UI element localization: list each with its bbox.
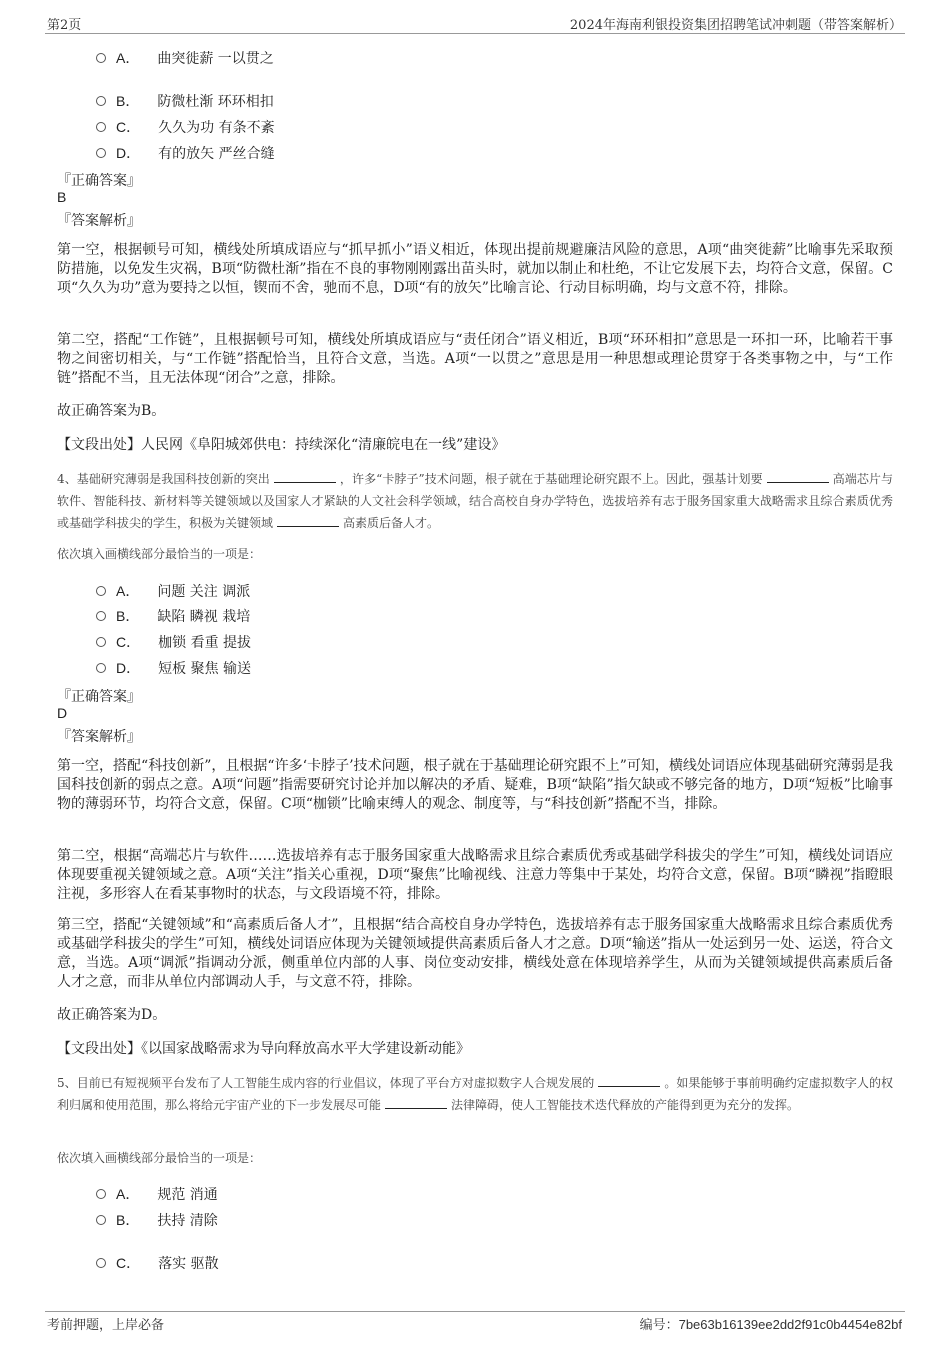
- question-stem: [57, 468, 893, 534]
- radio-icon[interactable]: [96, 663, 106, 673]
- option-text: 有的放矢 严丝合缝: [158, 146, 275, 162]
- fill-blank: [767, 471, 829, 483]
- option-letter: C．: [116, 634, 141, 650]
- option-text: 久久为功 有条不紊: [158, 120, 275, 136]
- option-letter: B．: [116, 1212, 140, 1228]
- q3-option-a[interactable]: [96, 48, 274, 68]
- stem-text: 5、目前已有短视频平台发布了人工智能生成内容的行业倡议，体现了平台方对虚拟数字人合规发展的: [57, 1076, 595, 1090]
- source-citation: 【文段出处】人民网《阜阳城郊供电：持续深化“清廉皖电在一线”建设》: [57, 437, 506, 453]
- option-letter: B．: [116, 93, 140, 109]
- source-citation: 【文段出处】《以国家战略需求为导向释放高水平大学建设新动能》: [57, 1041, 470, 1057]
- radio-icon[interactable]: [96, 1258, 106, 1268]
- option-text: 扶持 清除: [157, 1213, 218, 1229]
- q5-option-a[interactable]: [96, 1184, 218, 1204]
- analysis-paragraph: 第一空，根据顿号可知，横线处所填成语应与“抓早抓小”语义相近，体现出提前规避廉洁风险的意思，A项“曲突徙薪”比喻事先采取预防措施，以免发生灾祸，B项“防微杜渐”指在不良的事物刚刚露出苗头时，就加以制止和杜绝，不让它发展下去，均符合文意，保留。C项“久久为功”意为要持之以恒，锲而不舍，驰而不息，D项“有的放矢”比喻言论、行动目标明确，均与文意不符，排除。: [57, 242, 893, 296]
- q3-option-b[interactable]: [96, 91, 274, 111]
- correct-answer: B: [57, 189, 67, 205]
- analysis-paragraph: 第二空，根据“高端芯片与软件……选拔培养有志于服务国家重大战略需求且综合素质优秀或基础学科拔尖的学生”可知，横线处词语应体现要重视关键领域之意。A项“关注”指关心重视，D项“聚焦”比喻视线、注意力等集中于某处，均符合文意，保留。B项“瞵视”指瞪眼注视，多形容人在看某事物时的状态，与文段语境不符，排除。: [57, 848, 893, 902]
- radio-icon[interactable]: [96, 637, 106, 647]
- option-letter: A．: [116, 50, 140, 66]
- footer-divider: [45, 1311, 905, 1312]
- radio-icon[interactable]: [96, 96, 106, 106]
- correct-answer: D: [57, 705, 68, 721]
- document-title: 2024年海南利银投资集团招聘笔试冲刺题（带答案解析）: [569, 18, 902, 33]
- answer-label: 『正确答案』: [57, 173, 141, 189]
- q4-option-d[interactable]: [96, 658, 251, 678]
- stem-text: ，许多“卡脖子”技术问题，根子就在于基础理论研究跟不上。因此，强基计划要: [339, 472, 763, 486]
- q5-option-b[interactable]: [96, 1210, 218, 1230]
- fill-blank: [385, 1097, 447, 1109]
- analysis-paragraph: 第三空，搭配“关键领域”和“高素质后备人才”，且根据“结合高校自身办学特色，选拔培养有志于服务国家重大战略需求且综合素质优秀或基础学科拔尖的学生”可知，横线处词语应体现为关键领域提供高素质后备人才之意。D项“输送”指从一处运到另一处、运送，符合文意，当选。A项“调派”指调动分派，侧重单位内部的人事、岗位变动安排，横线处意在体现培养学生，从而为关键领域提供高素质后备人才之意，而非从单位内部调动人手，与文意不符，排除。: [57, 917, 893, 990]
- document-code: [640, 1314, 902, 1333]
- stem-text: 4、基础研究薄弱是我国科技创新的突出: [57, 472, 270, 486]
- option-text: 缺陷 瞵视 栽培: [157, 609, 251, 625]
- option-letter: D．: [116, 145, 141, 161]
- option-text: 防微杜渐 环环相扣: [157, 94, 274, 110]
- question-prompt: 依次填入画横线部分最恰当的一项是：: [57, 547, 262, 561]
- analysis-paragraph: 第一空，搭配“科技创新”，且根据“许多‘卡脖子’技术问题，根子就在于基础理论研究跟不上”可知，横线处词语应体现基础研究薄弱是我国科技创新的弱点之意。A项“问题”指需要研究讨论并加以解决的矛盾、疑难，B项“缺陷”指欠缺或不够完备的地方，D项“短板”比喻事物的薄弱环节，均符合文意，保留。C项“枷锁”比喻束缚人的观念、制度等，与“科技创新”搭配不当，排除。: [57, 758, 893, 812]
- stem-text: 法律障碍，使人工智能技术迭代释放的产能得到更为充分的发挥。: [451, 1098, 800, 1112]
- option-letter: B．: [116, 608, 140, 624]
- radio-icon[interactable]: [96, 1215, 106, 1225]
- code-value: 7be63b16139ee2dd2f91c0b4454e82bf: [678, 1317, 902, 1332]
- answer-label: 『正确答案』: [57, 689, 141, 705]
- option-text: 落实 驱散: [158, 1256, 219, 1272]
- q5-option-c[interactable]: [96, 1253, 219, 1273]
- option-letter: A．: [116, 1186, 140, 1202]
- q4-option-c[interactable]: [96, 632, 251, 652]
- question-stem: [57, 1072, 893, 1116]
- stem-text: 。如果能够于事前明确约定虚拟数字人的权利归属和使用范围，那么将给元宇宙产业的下一步发展尽可能: [57, 1076, 893, 1112]
- q3-option-d[interactable]: [96, 143, 275, 163]
- analysis-paragraph: 第二空，搭配“工作链”，且根据顿号可知，横线处所填成语应与“责任闭合”语义相近，B项“环环相扣”意思是一环扣一环，比喻若干事物之间密切相关，与“工作链”搭配恰当，且符合文意，当选。A项“一以贯之”意思是用一种思想或理论贯穿于各类事物之中，与“工作链”搭配不当，且无法体现“闭合”之意，排除。: [57, 332, 893, 386]
- stem-text: 高素质后备人才。: [343, 516, 440, 530]
- fill-blank: [598, 1075, 660, 1087]
- option-letter: C．: [116, 119, 141, 135]
- analysis-label: 『答案解析』: [57, 213, 141, 229]
- option-text: 曲突徙薪 一以贯之: [157, 51, 274, 67]
- header-divider: [45, 33, 905, 34]
- footer-slogan: 考前押题，上岸必备: [47, 1318, 165, 1333]
- option-letter: A．: [116, 583, 140, 599]
- q4-option-b[interactable]: [96, 606, 250, 626]
- radio-icon[interactable]: [96, 148, 106, 158]
- option-text: 枷锁 看重 提拔: [158, 635, 252, 651]
- fill-blank: [274, 471, 336, 483]
- radio-icon[interactable]: [96, 122, 106, 132]
- q3-option-c[interactable]: [96, 117, 275, 137]
- page-number: 第2页: [47, 18, 82, 33]
- question-prompt: 依次填入画横线部分最恰当的一项是：: [57, 1151, 262, 1165]
- radio-icon[interactable]: [96, 611, 106, 621]
- option-letter: C．: [116, 1255, 141, 1271]
- analysis-conclusion: 故正确答案为B。: [57, 403, 166, 419]
- analysis-conclusion: 故正确答案为D。: [57, 1007, 167, 1023]
- radio-icon[interactable]: [96, 53, 106, 63]
- q4-option-a[interactable]: [96, 581, 250, 601]
- option-text: 短板 聚焦 输送: [158, 661, 252, 677]
- option-text: 规范 消通: [157, 1187, 218, 1203]
- code-label: 编号：: [639, 1318, 679, 1333]
- option-letter: D．: [116, 660, 141, 676]
- radio-icon[interactable]: [96, 1189, 106, 1199]
- option-text: 问题 关注 调派: [157, 584, 251, 600]
- analysis-label: 『答案解析』: [57, 729, 141, 745]
- radio-icon[interactable]: [96, 586, 106, 596]
- stem-text: 高端芯片与软件、智能科技、新材料等关键领域以及国家人才紧缺的人文社会科学领域，结合高校自身办学特色，选拔培养有志于服务国家重大战略需求且综合素质优秀或基础学科拔尖的学生，积极为关键领域: [57, 472, 893, 530]
- fill-blank: [277, 515, 339, 527]
